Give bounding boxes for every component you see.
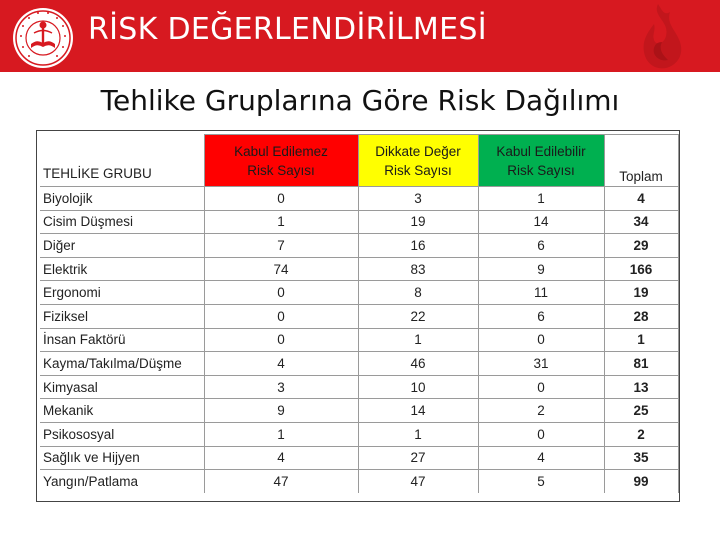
meb-seal-logo	[10, 6, 76, 70]
cell-unacceptable: 0	[204, 304, 358, 328]
table-row	[40, 304, 678, 328]
cell-total: 1	[604, 328, 678, 352]
cell-unacceptable: 0	[204, 187, 358, 211]
cell-total: 35	[604, 446, 678, 470]
cell-total: 28	[604, 304, 678, 328]
cell-total: 29	[604, 234, 678, 258]
cell-acceptable: 11	[478, 281, 604, 305]
cell-unacceptable: 1	[204, 210, 358, 234]
cell-acceptable: 2	[478, 399, 604, 423]
cell-group: Cisim Düşmesi	[40, 210, 204, 234]
table-row	[40, 328, 678, 352]
cell-considerable: 47	[358, 470, 478, 494]
cell-acceptable: 0	[478, 328, 604, 352]
cell-unacceptable: 47	[204, 470, 358, 494]
table-row	[40, 257, 678, 281]
cell-acceptable: 0	[478, 422, 604, 446]
cell-unacceptable: 4	[204, 446, 358, 470]
cell-group: Fiziksel	[40, 304, 204, 328]
cell-considerable: 14	[358, 399, 478, 423]
cell-group: İnsan Faktörü	[40, 328, 204, 352]
cell-acceptable: 5	[478, 470, 604, 494]
cell-unacceptable: 0	[204, 328, 358, 352]
table-row	[40, 422, 678, 446]
cell-acceptable: 9	[478, 257, 604, 281]
cell-considerable: 1	[358, 422, 478, 446]
cell-considerable: 19	[358, 210, 478, 234]
table-row	[40, 281, 678, 305]
cell-total: 81	[604, 352, 678, 376]
cell-acceptable: 6	[478, 304, 604, 328]
cell-considerable: 83	[358, 257, 478, 281]
cell-group: Ergonomi	[40, 281, 204, 305]
cell-acceptable: 6	[478, 234, 604, 258]
column-header-unacceptable: Kabul Edilemez Risk Sayısı	[204, 135, 358, 187]
cell-unacceptable: 0	[204, 281, 358, 305]
cell-group: Mekanik	[40, 399, 204, 423]
table-header-row	[40, 135, 678, 187]
cell-acceptable: 4	[478, 446, 604, 470]
cell-considerable: 22	[358, 304, 478, 328]
table-row	[40, 375, 678, 399]
column-header-acceptable: Kabul Edilebilir Risk Sayısı	[478, 135, 604, 187]
table-row	[40, 210, 678, 234]
cell-total: 13	[604, 375, 678, 399]
cell-total: 4	[604, 187, 678, 211]
cell-group: Kimyasal	[40, 375, 204, 399]
cell-total: 99	[604, 470, 678, 494]
cell-unacceptable: 3	[204, 375, 358, 399]
slide-header-title: RİSK DEĞERLENDİRİLMESİ	[88, 12, 487, 47]
table-row	[40, 352, 678, 376]
table-row	[40, 446, 678, 470]
table-row	[40, 470, 678, 494]
cell-acceptable: 0	[478, 375, 604, 399]
cell-total: 166	[604, 257, 678, 281]
header-bar	[0, 0, 720, 72]
cell-unacceptable: 9	[204, 399, 358, 423]
cell-acceptable: 31	[478, 352, 604, 376]
flame-icon	[618, 2, 698, 72]
cell-total: 2	[604, 422, 678, 446]
cell-unacceptable: 7	[204, 234, 358, 258]
cell-unacceptable: 4	[204, 352, 358, 376]
cell-unacceptable: 1	[204, 422, 358, 446]
table-row	[40, 234, 678, 258]
cell-considerable: 1	[358, 328, 478, 352]
risk-distribution-table	[40, 134, 679, 493]
column-header-total: Toplam	[604, 135, 678, 187]
risk-table-frame	[36, 130, 680, 502]
cell-group: Sağlık ve Hijyen	[40, 446, 204, 470]
cell-considerable: 27	[358, 446, 478, 470]
cell-group: Kayma/Takılma/Düşme	[40, 352, 204, 376]
cell-group: Biyolojik	[40, 187, 204, 211]
cell-group: Diğer	[40, 234, 204, 258]
cell-total: 19	[604, 281, 678, 305]
slide-subtitle: Tehlike Gruplarına Göre Risk Dağılımı	[100, 84, 620, 117]
column-header-group: TEHLİKE GRUBU	[40, 135, 204, 187]
cell-considerable: 3	[358, 187, 478, 211]
cell-total: 34	[604, 210, 678, 234]
cell-group: Psikososyal	[40, 422, 204, 446]
cell-total: 25	[604, 399, 678, 423]
cell-acceptable: 1	[478, 187, 604, 211]
cell-considerable: 16	[358, 234, 478, 258]
column-header-considerable: Dikkate Değer Risk Sayısı	[358, 135, 478, 187]
cell-acceptable: 14	[478, 210, 604, 234]
table-row	[40, 399, 678, 423]
cell-group: Yangın/Patlama	[40, 470, 204, 494]
cell-considerable: 8	[358, 281, 478, 305]
table-row	[40, 187, 678, 211]
cell-unacceptable: 74	[204, 257, 358, 281]
cell-group: Elektrik	[40, 257, 204, 281]
cell-considerable: 46	[358, 352, 478, 376]
cell-considerable: 10	[358, 375, 478, 399]
